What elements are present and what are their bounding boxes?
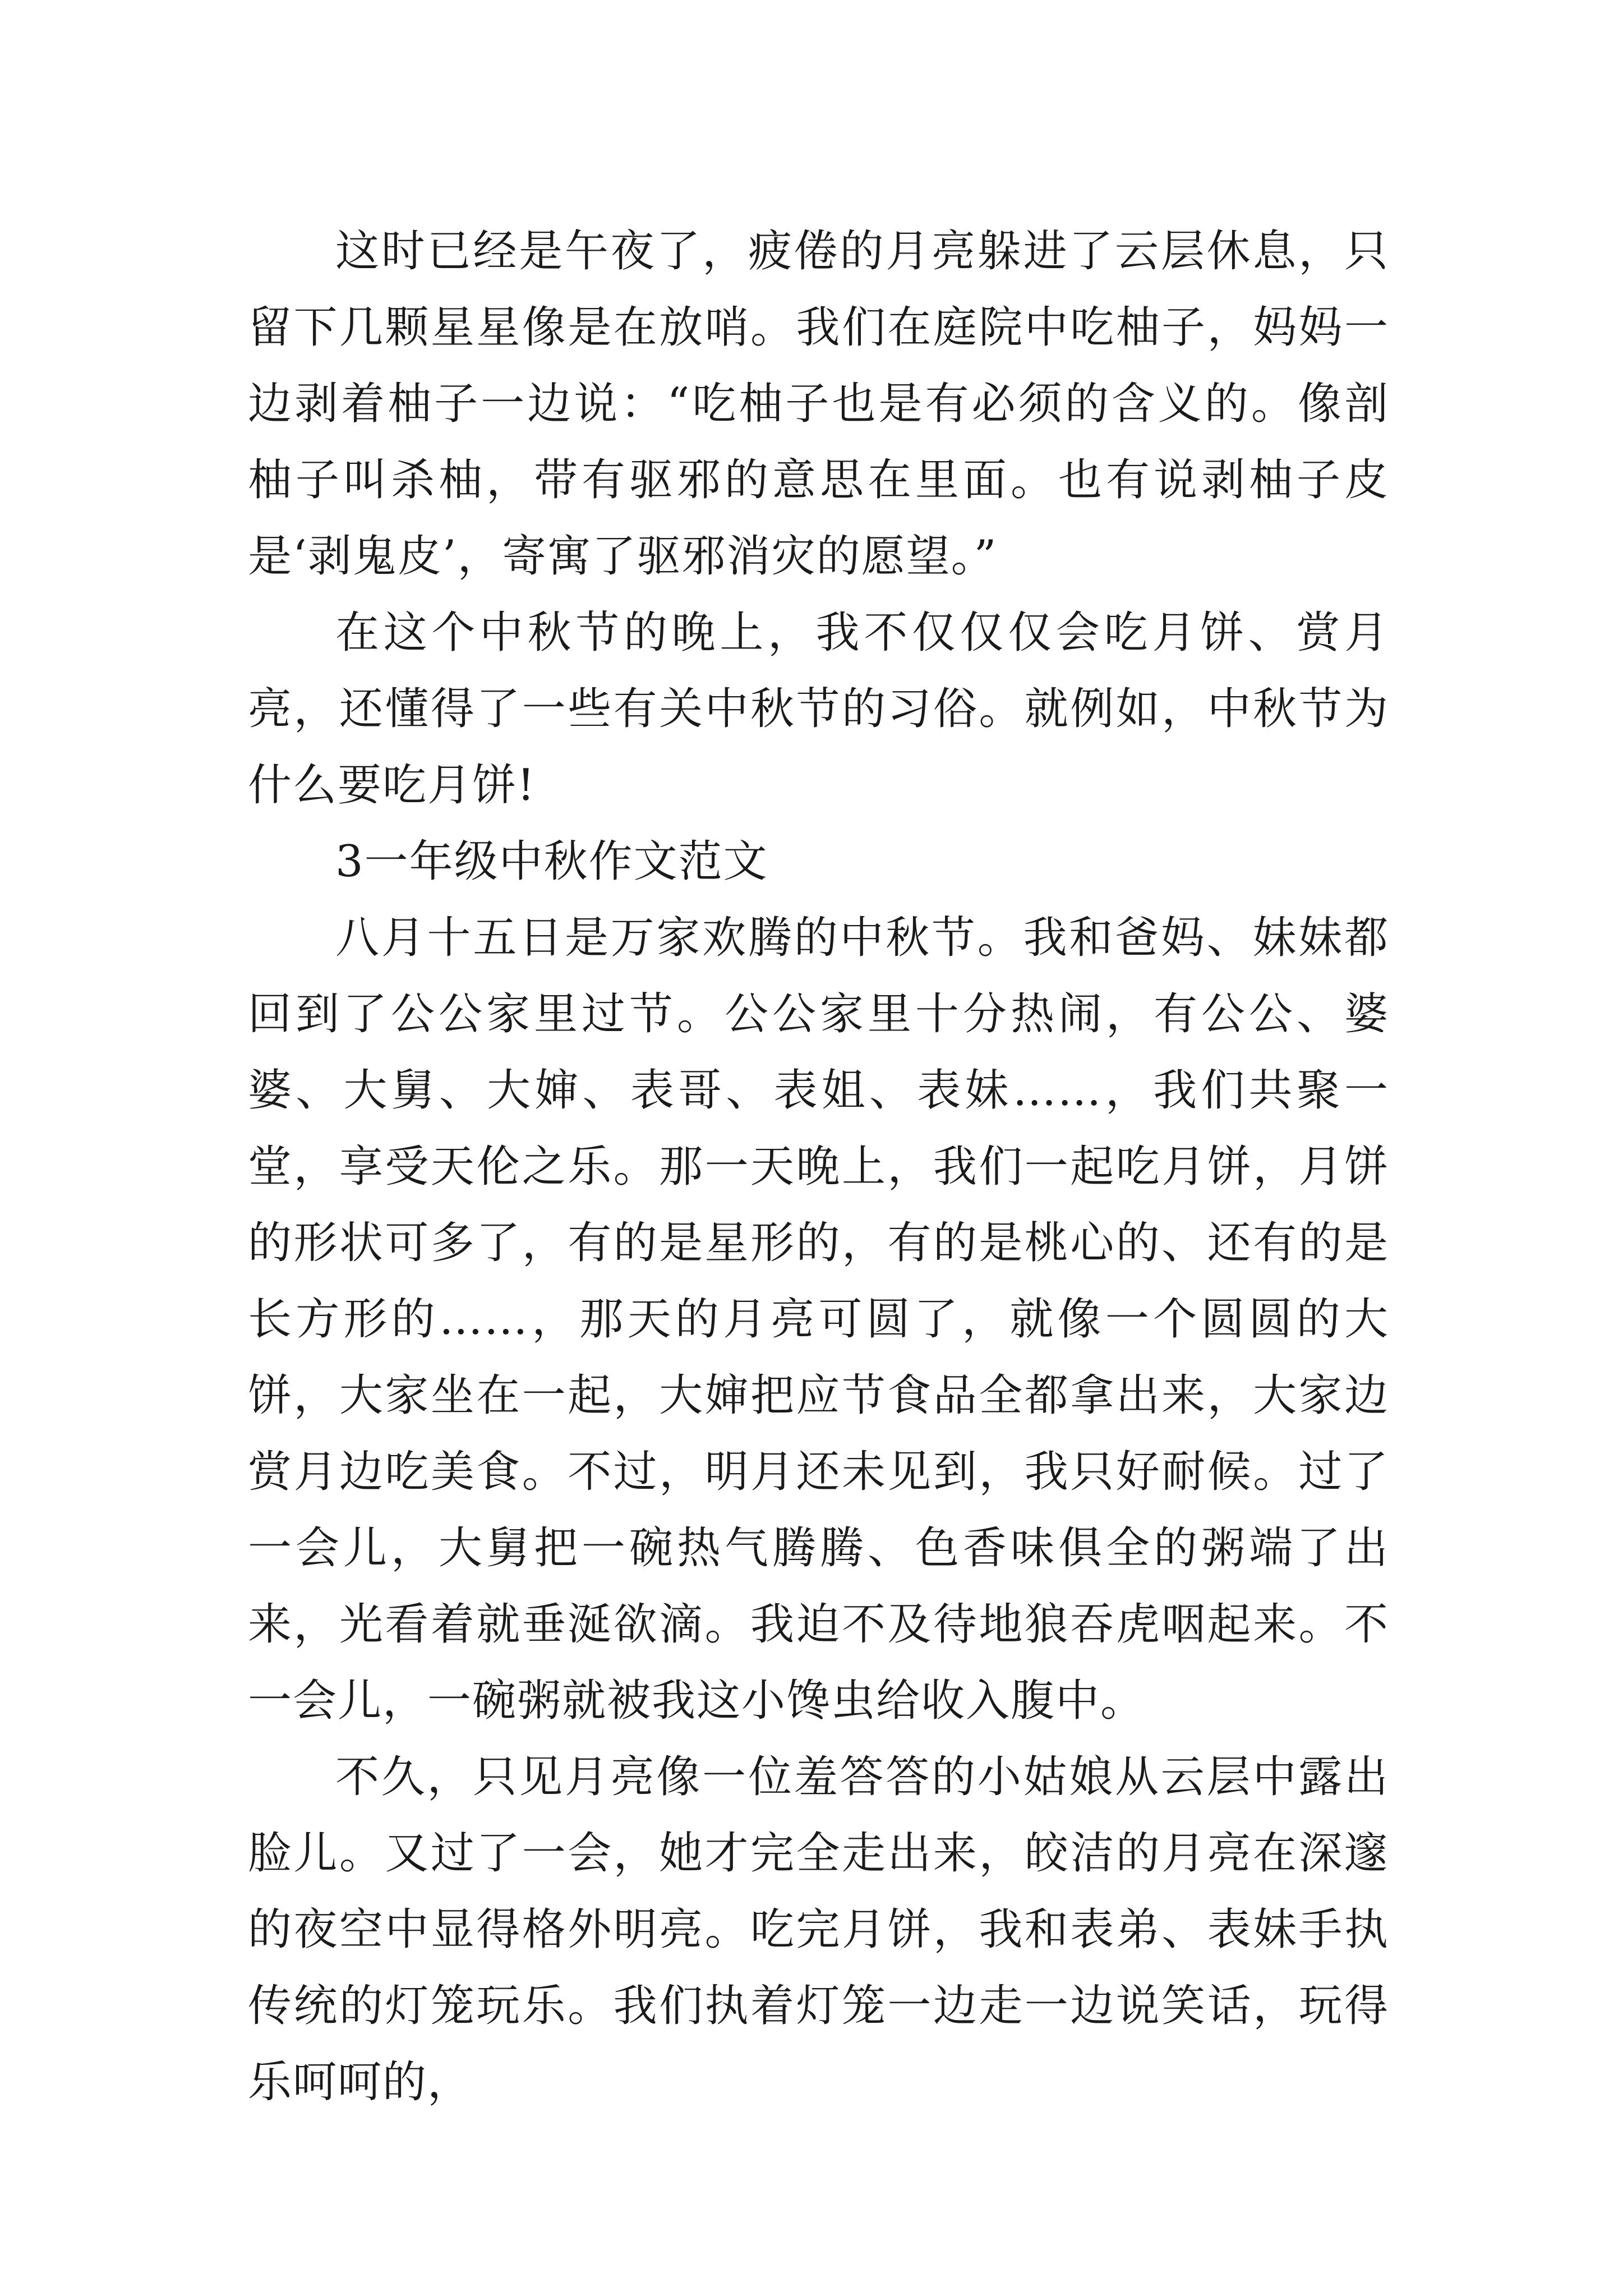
section-heading: 3一年级中秋作文范文 <box>335 836 768 887</box>
paragraph-family-gathering: 八月十五日是万家欢腾的中秋节。我和爸妈、妹妹都回到了公公家里过节。公公家里十分热闹，有公公、婆婆、大舅、大婶、表哥、表姐、表妹……，我们共聚一堂，享受天伦之乐。那一天晚上，我们一起吃月饼，月饼的形状可多了，有的是星形的，有的是桃心的、还有的是长方形的……，那天的月亮可圆了，就像一个圆圆的大饼，大家坐在一起，大婶把应节食品全都拿出来，大家边赏月边吃美食。不过，明月还未见到，我只好耐候。过了一会儿，大舅把一碗热气腾腾、色香味俱全的粥端了出来，光看着就垂涎欲滴。我迫不及待地狼吞虎咽起来。不一会儿，一碗粥就被我这小馋虫给收入腹中。 <box>248 913 1389 1726</box>
paragraph-moon-lanterns: 不久，只见月亮像一位羞答答的小姑娘从云层中露出脸儿。又过了一会，她才完全走出来，皎洁的月亮在深邃的夜空中显得格外明亮。吃完月饼，我和表弟、表妹手执传统的灯笼玩乐。我们执着灯笼一边走一边说笑话，玩得乐呵呵的， <box>248 1752 1389 2108</box>
document-body <box>248 213 1389 2120</box>
paragraph-pomelo: 这时已经是午夜了，疲倦的月亮躲进了云层休息，只留下几颗星星像是在放哨。我们在庭院中吃柚子，妈妈一边剥着柚子一边说：“吃柚子也是有必须的含义的。像剖柚子叫杀柚，带有驱邪的意思在里面。也有说剥柚子皮是‘剥鬼皮’，寄寓了驱邪消灾的愿望。” <box>248 226 1389 582</box>
paragraph-customs: 在这个中秋节的晚上，我不仅仅仅会吃月饼、赏月亮，还懂得了一些有关中秋节的习俗。就例如，中秋节为什么要吃月饼! <box>248 608 1389 811</box>
